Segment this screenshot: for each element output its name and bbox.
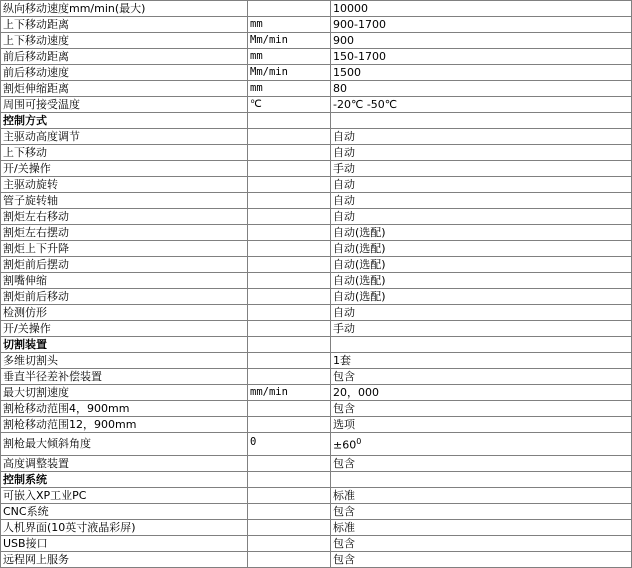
- spec-unit: [248, 369, 331, 385]
- spec-unit: [248, 321, 331, 337]
- spec-unit: mm: [248, 81, 331, 97]
- spec-value: 900-1700: [331, 17, 632, 33]
- spec-value: 自动(选配): [331, 241, 632, 257]
- spec-value: 自动(选配): [331, 289, 632, 305]
- spec-row: [1, 193, 632, 209]
- spec-unit: ℃: [248, 97, 331, 113]
- empty-cell: [331, 337, 632, 353]
- spec-unit: [248, 353, 331, 369]
- spec-row: [1, 17, 632, 33]
- spec-unit: [248, 519, 331, 535]
- spec-label: 割嘴伸缩: [1, 273, 248, 289]
- spec-value: 包含: [331, 535, 632, 551]
- spec-label: 垂直半径差补偿装置: [1, 369, 248, 385]
- spec-unit: mm: [248, 49, 331, 65]
- spec-row: [1, 417, 632, 433]
- spec-label: 管子旋转轴: [1, 193, 248, 209]
- spec-label: 最大切割速度: [1, 385, 248, 401]
- spec-label: 高度调整装置: [1, 455, 248, 471]
- spec-label: 主驱动高度调节: [1, 129, 248, 145]
- empty-cell: [248, 471, 331, 487]
- spec-row: [1, 455, 632, 471]
- spec-value-text: ±60: [333, 438, 357, 452]
- empty-cell: [248, 113, 331, 129]
- spec-value: 自动: [331, 177, 632, 193]
- spec-value: -20℃ -50℃: [331, 97, 632, 113]
- spec-label: 前后移动距离: [1, 49, 248, 65]
- spec-row: [1, 369, 632, 385]
- empty-cell: [331, 471, 632, 487]
- spec-label: 多维切割头: [1, 353, 248, 369]
- spec-row: [1, 503, 632, 519]
- spec-label: 割枪最大倾斜角度: [1, 433, 248, 456]
- spec-value: 20，000: [331, 385, 632, 401]
- spec-label: 纵向移动速度mm/min(最大): [1, 1, 248, 17]
- spec-unit: mm: [248, 17, 331, 33]
- spec-row: [1, 1, 632, 17]
- spec-unit: [248, 225, 331, 241]
- spec-label: 割枪移动范围12，900mm: [1, 417, 248, 433]
- spec-value: 10000: [331, 1, 632, 17]
- spec-label: 割炬前后摆动: [1, 257, 248, 273]
- spec-row: [1, 401, 632, 417]
- spec-unit: Mm/min: [248, 33, 331, 49]
- spec-row: [1, 97, 632, 113]
- spec-value: 包含: [331, 503, 632, 519]
- spec-unit: [248, 503, 331, 519]
- spec-value: 自动: [331, 305, 632, 321]
- spec-row: [1, 551, 632, 567]
- section-title: 切割装置: [1, 337, 248, 353]
- empty-cell: [331, 113, 632, 129]
- spec-unit: [248, 209, 331, 225]
- empty-cell: [248, 337, 331, 353]
- spec-unit: [248, 129, 331, 145]
- spec-label: CNC系统: [1, 503, 248, 519]
- spec-value: 手动: [331, 161, 632, 177]
- spec-unit: 0: [248, 433, 331, 456]
- spec-row: [1, 433, 632, 456]
- spec-unit: [248, 193, 331, 209]
- spec-unit: [248, 401, 331, 417]
- spec-unit: [248, 161, 331, 177]
- spec-label: 割炬伸缩距离: [1, 81, 248, 97]
- spec-label: 上下移动速度: [1, 33, 248, 49]
- spec-value: 自动: [331, 129, 632, 145]
- spec-row: [1, 225, 632, 241]
- spec-unit: [248, 455, 331, 471]
- spec-row: [1, 321, 632, 337]
- spec-label: 开/关操作: [1, 321, 248, 337]
- spec-unit: Mm/min: [248, 65, 331, 81]
- spec-value: 包含: [331, 455, 632, 471]
- section-header-row: [1, 471, 632, 487]
- spec-value: 包含: [331, 401, 632, 417]
- spec-value: 1套: [331, 353, 632, 369]
- spec-unit: [248, 1, 331, 17]
- spec-unit: [248, 257, 331, 273]
- spec-row: [1, 65, 632, 81]
- spec-value: 自动(选配): [331, 257, 632, 273]
- spec-label: 割枪移动范围4，900mm: [1, 401, 248, 417]
- spec-value: 900: [331, 33, 632, 49]
- spec-row: [1, 487, 632, 503]
- spec-row: [1, 353, 632, 369]
- spec-label: 割炬前后移动: [1, 289, 248, 305]
- spec-value: 自动: [331, 145, 632, 161]
- spec-label: 检测仿形: [1, 305, 248, 321]
- spec-value: 150-1700: [331, 49, 632, 65]
- section-title: 控制方式: [1, 113, 248, 129]
- spec-label: 割炬左右移动: [1, 209, 248, 225]
- spec-value: 包含: [331, 369, 632, 385]
- spec-row: [1, 273, 632, 289]
- spec-row: [1, 385, 632, 401]
- section-header-row: [1, 337, 632, 353]
- spec-label: 割炬左右摆动: [1, 225, 248, 241]
- spec-unit: [248, 289, 331, 305]
- spec-row: [1, 519, 632, 535]
- spec-unit: [248, 241, 331, 257]
- spec-row: [1, 81, 632, 97]
- spec-row: [1, 177, 632, 193]
- spec-row: [1, 49, 632, 65]
- spec-table-body: [1, 1, 632, 568]
- spec-value: 选项: [331, 417, 632, 433]
- spec-unit: [248, 487, 331, 503]
- spec-value: 标准: [331, 519, 632, 535]
- spec-label: 前后移动速度: [1, 65, 248, 81]
- spec-unit: [248, 417, 331, 433]
- spec-label: 远程网上服务: [1, 551, 248, 567]
- spec-value: 80: [331, 81, 632, 97]
- spec-label: 周围可接受温度: [1, 97, 248, 113]
- spec-row: [1, 209, 632, 225]
- spec-row: [1, 129, 632, 145]
- spec-label: 人机界面(10英寸液晶彩屏): [1, 519, 248, 535]
- spec-unit: [248, 305, 331, 321]
- spec-label: 上下移动距离: [1, 17, 248, 33]
- spec-value: 手动: [331, 321, 632, 337]
- spec-value: 1500: [331, 65, 632, 81]
- spec-value: 自动(选配): [331, 273, 632, 289]
- spec-label: 割炬上下升降: [1, 241, 248, 257]
- spec-label: 主驱动旋转: [1, 177, 248, 193]
- spec-unit: [248, 145, 331, 161]
- spec-unit: mm/min: [248, 385, 331, 401]
- degree-superscript: 0: [356, 437, 362, 446]
- spec-unit: [248, 535, 331, 551]
- spec-row: [1, 145, 632, 161]
- spec-row: [1, 289, 632, 305]
- spec-row: [1, 241, 632, 257]
- spec-row: [1, 161, 632, 177]
- spec-row: [1, 305, 632, 321]
- spec-label: 可嵌入XP工业PC: [1, 487, 248, 503]
- spec-unit: [248, 177, 331, 193]
- spec-row: [1, 257, 632, 273]
- spec-row: [1, 33, 632, 49]
- spec-value: [331, 433, 632, 456]
- spec-label: USB接口: [1, 535, 248, 551]
- spec-label: 上下移动: [1, 145, 248, 161]
- spec-value: 自动(选配): [331, 225, 632, 241]
- spec-unit: [248, 551, 331, 567]
- spec-row: [1, 535, 632, 551]
- spec-value: 自动: [331, 209, 632, 225]
- spec-unit: [248, 273, 331, 289]
- spec-value: 自动: [331, 193, 632, 209]
- spec-label: 开/关操作: [1, 161, 248, 177]
- section-header-row: [1, 113, 632, 129]
- spec-value: 标准: [331, 487, 632, 503]
- spec-value: 包含: [331, 551, 632, 567]
- section-title: 控制系统: [1, 471, 248, 487]
